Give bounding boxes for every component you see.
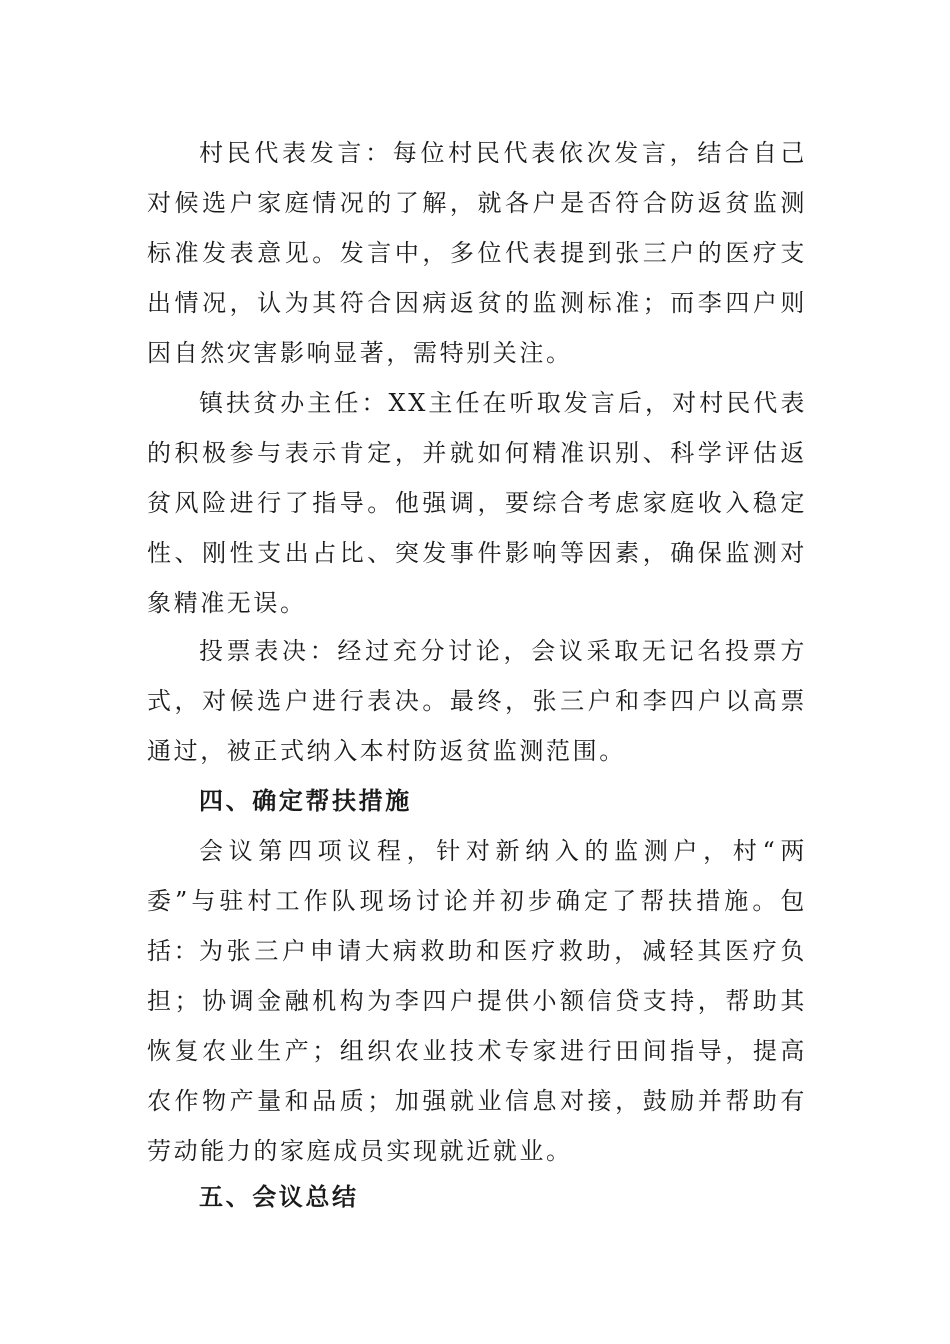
paragraph-vote: 投票表决：经过充分讨论，会议采取无记名投票方式，对候选户进行表决。最终，张三户和李四户以高票通过，被正式纳入本村防返贫监测范围。: [147, 637, 807, 765]
paragraph-agenda-four: 会议第四项议程，针对新纳入的监测户，村“两委”与驻村工作队现场讨论并初步确定了帮扶措施。包括：: [147, 837, 807, 965]
paragraph-villager-speech: 村民代表发言：每位村民代表依次发言，结合自己对候选户家庭情况的了解，就各户是否符合防返贫监测标准发表意见。发言中，多位代表提到张三户的医疗支出情况，认为其符合因病返贫的监测标准；而李四户则因自然灾害影响显著，需特别关注。: [147, 139, 807, 367]
heading-section-five: 五、会议总结: [199, 1182, 359, 1211]
paragraph-measures: 为张三户申请大病救助和医疗救助，减轻其医疗负担；协调金融机构为李四户提供小额信贷支持，帮助其恢复农业生产；组织农业技术专家进行田间指导，提高农作物产量和品质；加强就业信息对接，鼓励并帮助有劳动能力的家庭成员实现就近就业。: [147, 937, 807, 1165]
paragraph-director-speech: 镇扶贫办主任：XX主任在听取发言后，对村民代表的积极参与表示肯定，并就如何精准识别、科学评估返贫风险进行了指导。他强调，要综合考虑家庭收入稳定性、刚性支出占比、突发事件影响等因素，确保监测对象精准无误。: [147, 389, 807, 617]
heading-section-four: 四、确定帮扶措施: [199, 786, 412, 815]
